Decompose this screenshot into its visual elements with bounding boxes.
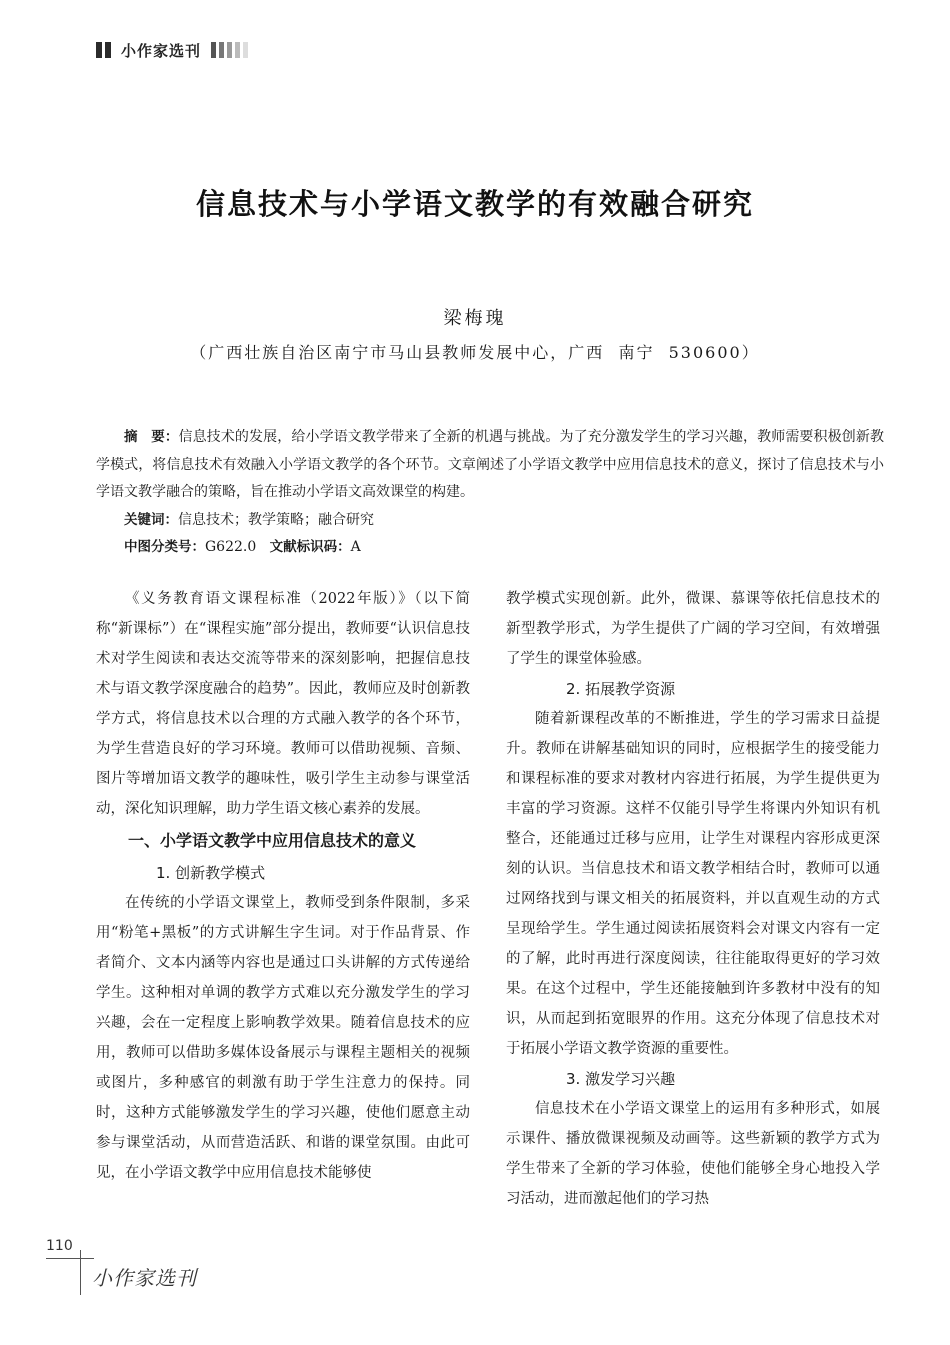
fade-bar [219,42,224,58]
abstract-paragraph [96,424,884,507]
section-heading: 一、小学语文教学中应用信息技术的意义 [128,831,417,850]
abstract-label: 摘 要： [124,429,179,445]
fade-bar [227,42,232,58]
fade-bar [211,42,216,58]
subsection-heading: 3. 激发学习兴趣 [566,1070,676,1088]
subsection-heading: 2. 拓展教学资源 [566,680,676,698]
continued-paragraph: 教学模式实现创新。此外，微课、慕课等依托信息技术的新型教学形式，为学生提供了广阔的学习空间，有效增强了学生的课堂体验感。 [506,591,880,667]
author-affiliation: （广西壮族自治区南宁市马山县教师发展中心，广西 南宁 530600） [190,343,760,362]
subsection-heading: 1. 创新教学模式 [156,864,266,882]
journal-header [96,40,251,60]
body-paragraph: 随着新课程改革的不断推进，学生的学习需求日益提升。教师在讲解基础知识的同时，应根据学生的接受能力和课程标准的要求对教材内容进行拓展，为学生提供更为丰富的学习资源。这样不仅能引导学生将课内外知识有机整合，还能通过迁移与应用，让学生对课程内容形成更深刻的认识。当信息技术和语文教学相结合时，教师可以通过网络找到与课文相关的拓展资料，并以直观生动的方式呈现给学生。学生通过阅读拓展资料会对课文内容有一定的了解，此时再进行深度阅读，往往能取得更好的学习效果。在这个过程中，学生还能接触到许多教材中没有的知识，从而起到拓宽眼界的作用。这充分体现了信息技术对于拓展小学语文教学资源的重要性。 [506,711,880,1057]
header-bar-mark [96,42,102,58]
page-number: 110 [46,1238,73,1254]
fade-bar [243,42,248,58]
clc-label: 中图分类号： [124,539,205,555]
intro-paragraph: 《义务教育语文课程标准（2022年版）》（以下简称“新课标”）在“课程实施”部分提出，教师要“认识信息技术对学生阅读和表达交流等带来的深刻影响，把握信息技术与语文教学深度融合的趋势”。因此，教师应及时创新教学方式，将信息技术以合理的方式融入教学的各个环节，为学生营造良好的学习环境。教师可以借助视频、音频、图片等增加语文教学的趣味性，吸引学生主动参与课堂活动，深化知识理解，助力学生语文核心素养的发展。 [96,591,470,817]
article-author: 梁梅瑰 [443,308,507,329]
right-column [506,584,880,1214]
abstract-text: 信息技术的发展，给小学语文教学带来了全新的机遇与挑战。为了充分激发学生的学习兴趣，教师需要积极创新教学模式，将信息技术有效融入小学语文教学的各个环节。文章阐述了小学语文教学中应用信息技术的意义，探讨了信息技术与小学语文教学融合的策略，旨在推动小学语文高效课堂的构建。 [96,429,884,500]
body-paragraph: 在传统的小学语文课堂上，教师受到条件限制，多采用“粉笔+黑板”的方式讲解生字生词。对于作品背景、作者简介、文本内涵等内容也是通过口头讲解的方式传递给学生。这种相对单调的教学方式难以充分激发学生的学习兴趣，会在一定程度上影响教学效果。随着信息技术的应用，教师可以借助多媒体设备展示与课程主题相关的视频或图片，多种感官的刺激有助于学生注意力的保持。同时，这种方式能够激发学生的学习兴趣，使他们愿意主动参与课堂活动，从而营造活跃、和谐的课堂氛围。由此可见，在小学语文教学中应用信息技术能够使 [96,895,470,1181]
clc-value: G622.0 [205,539,257,555]
fade-bar [235,42,240,58]
footer-logo: 小作家选刊 [92,1266,197,1290]
left-column [96,584,470,1188]
header-fade-bars [211,42,251,58]
doc-code-value: A [350,539,361,555]
footer-rule [80,1250,81,1295]
body-paragraph: 信息技术在小学语文课堂上的运用有多种形式，如展示课件、播放微课视频及动画等。这些新颖的教学方式为学生带来了全新的学习体验，使他们能够全身心地投入学习活动，进而激起他们的学习热 [506,1101,880,1207]
journal-name: 小作家选刊 [121,41,202,60]
header-bar-mark [105,42,111,58]
classification-line [96,534,884,562]
abstract-block [96,424,884,562]
keywords-line [96,507,884,535]
article-title: 信息技术与小学语文教学的有效融合研究 [195,187,754,221]
doc-code-label: 文献标识码： [269,539,351,555]
keywords-label: 关键词： [124,511,178,528]
footer-rule [46,1258,94,1259]
keywords-text: 信息技术；教学策略；融合研究 [178,511,374,528]
